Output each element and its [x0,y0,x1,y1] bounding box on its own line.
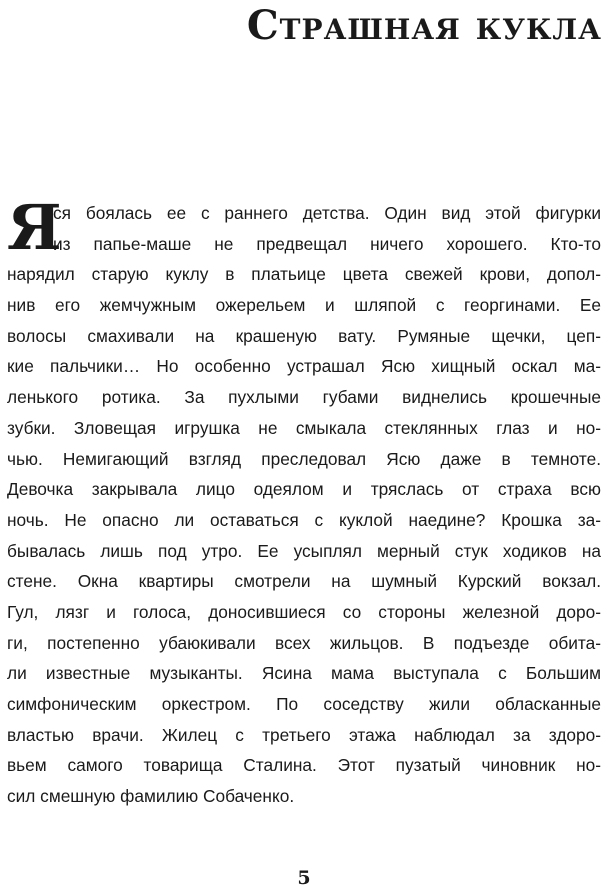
text-line: ся боялась ее с раннего детства. Один вид этой фигурки [53,203,601,223]
text-line: кие пальчики… Но особенно устрашал Ясю хищный оскал ма- [7,356,601,377]
text-line: Девочка закрывала лицо одеялом и тряслась от страха всю [7,479,601,500]
text-line: из папье-маше не предвещал ничего хорошего. Кто-то [53,233,601,254]
text-line: Гул, лязг и голоса, доносившиеся со стороны железной доро- [7,601,601,622]
page-number: 5 [297,867,311,889]
text-line: чью. Немигающий взгляд преследовал Ясю даже в темноте. [7,448,601,469]
text-line: зубки. Зловещая игрушка не смыкала стеклянных глаз и но- [7,417,601,438]
text-line: ленького ротика. За пухлыми губами виднелись крошечные [7,387,601,408]
chapter-title: Страшная кукла [246,2,602,49]
text-line: стене. Окна квартиры смотрели на шумный Курский вокзал. [7,571,601,592]
text-line: ли известные музыканты. Ясина мама выступала с Большим [7,663,601,684]
text-line: волосы смахивали на крашеную вату. Румяные щечки, цеп- [7,325,601,346]
text-line: нарядил старую куклу в платьице цвета свежей крови, допол- [7,264,601,285]
text-line: вьем самого товарища Сталина. Этот пузатый чиновник но- [7,755,601,776]
text-line: ги, постепенно убаюкивали всех жильцов. В подъезде обита- [7,632,601,653]
text-line: бывалась лишь под утро. Ее усыплял мерный стук ходиков на [7,540,601,561]
drop-cap: Я [7,191,62,264]
text-line: сил смешную фамилию Собаченко. [7,786,295,807]
text-line: ночь. Не опасно ли оставаться с куклой наедине? Крошка за- [7,509,601,530]
body-text [7,191,601,812]
text-line: симфоническим оркестром. По соседству жили обласканные [7,694,601,714]
text-line: властью врачи. Жилец с третьего этажа наблюдал за здоро- [7,724,601,745]
text-line: нив его жемчужным ожерельем и шляпой с георгинами. Ее [7,295,601,316]
